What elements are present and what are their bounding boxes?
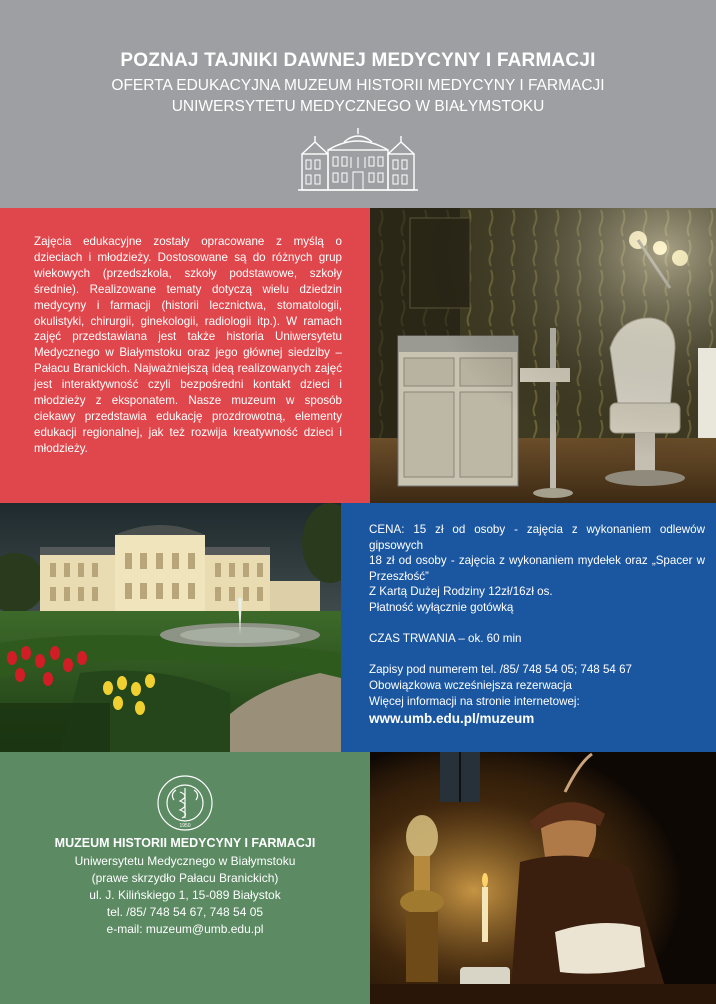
website-link[interactable]: www.umb.edu.pl/muzeum [369, 711, 535, 727]
price-line-1: CENA: 15 zł od osoby - zajęcia z wykonaniem odlewów gipsowych [369, 523, 705, 552]
palace-photo [0, 503, 341, 752]
museum-name: MUZEUM HISTORII MEDYCYNY I FARMACJI [54, 836, 316, 850]
page-subtitle-line1: OFERTA EDUKACYJNA MUZEUM HISTORII MEDYCYNY I FARMACJI [111, 77, 605, 94]
historical-reenactment-photo [370, 752, 716, 1004]
museum-contact-panel [0, 752, 370, 1004]
museum-logo-icon [156, 774, 214, 832]
intro-text: Zajęcia edukacyjne zostały opracowane z myślą o dzieciach i młodzieży. Dostosowane są do różnych grup wiekowych (przedszkola, szkoły podstawowe, szkoły średnie). Realizowane tematy dotyczą wielu dziedzin medycyny i farmacji (historii lecznictwa, stomatologii, okulistyki, chirurgii, ginekologii, radiologii itp.). W ramach zajęć przedstawiana jest także historia Uniwersytetu Medycznego w Białymstoku oraz jego głównej siedziby – Pałacu Branickich. Najważniejszą ideą realizowanych zajęć jest interaktywność czyli bezpośredni kontakt dzieci i młodzieży z eksponatem. Nasze muzeum w sposób ciekawy przedstawia edukację prozdrowotną, elementy edukacji regionalnej, jak też rozwija kreatywność dzieci i młodzieży. [34, 235, 342, 455]
payment-note: Płatność wyłącznie gotówką [369, 600, 514, 614]
price-line-2: 18 zł od osoby - zajęcia z wykonaniem mydełek oraz „Spacer w Przeszłość” [369, 554, 705, 583]
logo-year: 1950 [179, 823, 191, 829]
header-banner [0, 0, 716, 208]
reservation-note: Obowiązkowa wcześniejsza rezerwacja [369, 678, 572, 692]
museum-university: Uniwersytetu Medycznego w Białymstoku [74, 854, 296, 868]
museum-address: ul. J. Kilińskiego 1, 15-089 Białystok [89, 888, 281, 902]
museum-email[interactable]: e-mail: muzeum@umb.edu.pl [106, 922, 264, 936]
more-info-label: Więcej informacji na stronie internetowej: [369, 694, 580, 708]
museum-phone: tel. /85/ 748 54 67, 748 54 05 [106, 905, 264, 919]
info-panel [341, 503, 716, 752]
palace-icon [298, 128, 418, 194]
dental-office-photo [370, 208, 716, 503]
page-subtitle-line2: UNIWERSYTETU MEDYCZNEGO W BIAŁYMSTOKU [171, 98, 545, 115]
duration: CZAS TRWANIA – ok. 60 min [369, 632, 522, 646]
museum-wing: (prawe skrzydło Pałacu Branickich) [91, 871, 279, 885]
intro-panel [0, 208, 370, 503]
signup-phone: Zapisy pod numerem tel. /85/ 748 54 05; 748 54 67 [369, 663, 632, 677]
family-card-price: Z Kartą Dużej Rodziny 12zł/16zł os. [369, 585, 553, 599]
page-title: POZNAJ TAJNIKI DAWNEJ MEDYCYNY I FARMACJI [120, 50, 596, 71]
